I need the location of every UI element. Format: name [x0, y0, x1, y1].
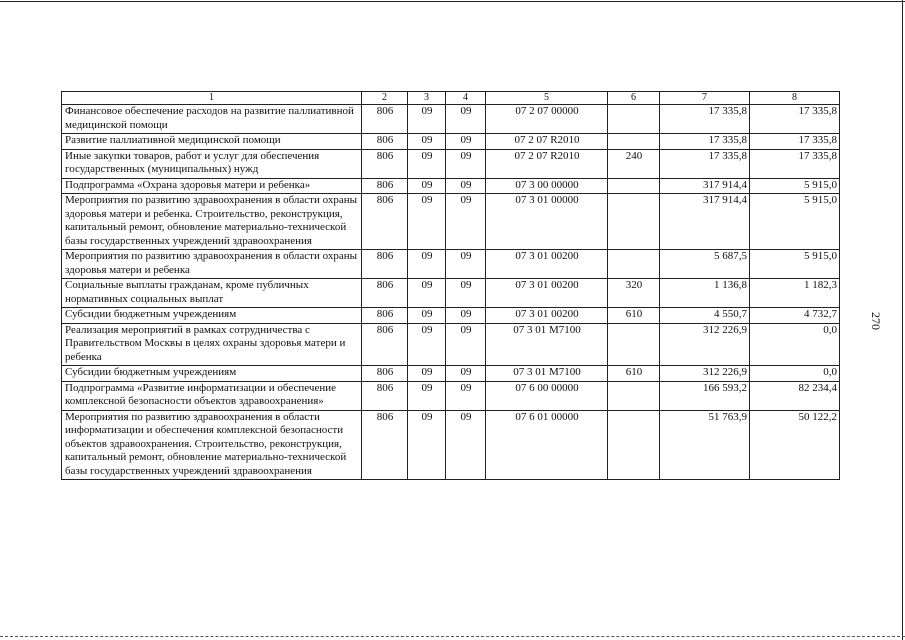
row-ministry-code: 806	[362, 410, 408, 480]
row-ministry-code: 806	[362, 178, 408, 194]
row-subsection: 09	[446, 105, 486, 134]
row-expense-type	[608, 105, 660, 134]
page-border-top	[0, 1, 905, 2]
row-ministry-code: 806	[362, 250, 408, 279]
table-row	[62, 323, 840, 366]
row-amount-8: 0,0	[750, 366, 840, 382]
row-ministry-code: 806	[362, 194, 408, 250]
row-section: 09	[408, 178, 446, 194]
row-amount-8: 5 915,0	[750, 178, 840, 194]
row-expense-type	[608, 134, 660, 150]
row-section: 09	[408, 308, 446, 324]
row-amount-7: 51 763,9	[660, 410, 750, 480]
row-name: Иные закупки товаров, работ и услуг для обеспечения государственных (муниципальных) нужд	[62, 149, 362, 178]
table-row	[62, 366, 840, 382]
row-expense-type	[608, 250, 660, 279]
row-target-code: 07 3 01 00200	[486, 250, 608, 279]
row-expense-type	[608, 178, 660, 194]
row-name: Мероприятия по развитию здравоохранения в области охраны здоровья матери и ребенка. Строительство, реконструкция, капитальный ремонт, обновление материально-технической базы государственных учреждений здравоохранения	[62, 194, 362, 250]
row-target-code: 07 3 01 00200	[486, 308, 608, 324]
row-target-code: 07 3 01 00000	[486, 194, 608, 250]
header-row	[62, 92, 840, 105]
row-name: Социальные выплаты гражданам, кроме публичных нормативных социальных выплат	[62, 279, 362, 308]
table-row	[62, 250, 840, 279]
row-subsection: 09	[446, 381, 486, 410]
row-amount-8: 4 732,7	[750, 308, 840, 324]
row-amount-8: 0,0	[750, 323, 840, 366]
row-target-code: 07 6 01 00000	[486, 410, 608, 480]
header-col-6: 6	[608, 92, 660, 105]
table-row	[62, 194, 840, 250]
row-section: 09	[408, 134, 446, 150]
row-target-code: 07 6 00 00000	[486, 381, 608, 410]
row-subsection: 09	[446, 308, 486, 324]
budget-table	[61, 91, 840, 480]
row-expense-type: 610	[608, 366, 660, 382]
header-col-3: 3	[408, 92, 446, 105]
row-expense-type: 610	[608, 308, 660, 324]
row-amount-7: 317 914,4	[660, 194, 750, 250]
row-section: 09	[408, 279, 446, 308]
row-subsection: 09	[446, 410, 486, 480]
header-col-1: 1	[62, 92, 362, 105]
row-amount-8: 17 335,8	[750, 149, 840, 178]
row-subsection: 09	[446, 194, 486, 250]
row-section: 09	[408, 381, 446, 410]
row-expense-type: 240	[608, 149, 660, 178]
page-border-right	[902, 0, 903, 640]
page-border-bottom	[0, 636, 905, 637]
row-section: 09	[408, 410, 446, 480]
row-subsection: 09	[446, 279, 486, 308]
row-name: Субсидии бюджетным учреждениям	[62, 308, 362, 324]
table-row	[62, 105, 840, 134]
row-amount-7: 17 335,8	[660, 105, 750, 134]
row-subsection: 09	[446, 250, 486, 279]
row-name: Развитие паллиативной медицинской помощи	[62, 134, 362, 150]
row-amount-7: 5 687,5	[660, 250, 750, 279]
row-ministry-code: 806	[362, 134, 408, 150]
row-expense-type: 320	[608, 279, 660, 308]
row-amount-8: 1 182,3	[750, 279, 840, 308]
row-subsection: 09	[446, 366, 486, 382]
table-row	[62, 381, 840, 410]
row-amount-8: 17 335,8	[750, 134, 840, 150]
row-ministry-code: 806	[362, 323, 408, 366]
row-expense-type	[608, 381, 660, 410]
row-target-code: 07 2 07 00000	[486, 105, 608, 134]
row-ministry-code: 806	[362, 308, 408, 324]
row-amount-8: 5 915,0	[750, 250, 840, 279]
row-amount-8: 17 335,8	[750, 105, 840, 134]
table-row	[62, 178, 840, 194]
row-target-code: 07 3 01 00200	[486, 279, 608, 308]
row-target-code: 07 3 01 M7100	[486, 366, 608, 382]
row-amount-7: 17 335,8	[660, 134, 750, 150]
row-name: Мероприятия по развитию здравоохранения в области информатизации и обеспечения комплексной безопасности объектов здравоохранения. Строительство, реконструкция, капитальный ремонт, обновление материально-технической базы государственных учреждений здравоохранения	[62, 410, 362, 480]
row-amount-7: 1 136,8	[660, 279, 750, 308]
header-col-4: 4	[446, 92, 486, 105]
row-section: 09	[408, 105, 446, 134]
row-section: 09	[408, 149, 446, 178]
row-target-code: 07 3 00 00000	[486, 178, 608, 194]
header-col-5: 5	[486, 92, 608, 105]
row-name: Мероприятия по развитию здравоохранения в области охраны здоровья матери и ребенка	[62, 250, 362, 279]
row-expense-type	[608, 323, 660, 366]
row-amount-7: 317 914,4	[660, 178, 750, 194]
row-ministry-code: 806	[362, 381, 408, 410]
row-ministry-code: 806	[362, 279, 408, 308]
row-amount-7: 17 335,8	[660, 149, 750, 178]
header-col-7: 7	[660, 92, 750, 105]
row-subsection: 09	[446, 149, 486, 178]
row-subsection: 09	[446, 134, 486, 150]
row-name: Финансовое обеспечение расходов на развитие паллиативной медицинской помощи	[62, 105, 362, 134]
row-ministry-code: 806	[362, 366, 408, 382]
row-target-code: 07 2 07 R2010	[486, 149, 608, 178]
row-amount-7: 312 226,9	[660, 366, 750, 382]
row-amount-8: 5 915,0	[750, 194, 840, 250]
row-target-code: 07 2 07 R2010	[486, 134, 608, 150]
row-ministry-code: 806	[362, 149, 408, 178]
row-amount-7: 312 226,9	[660, 323, 750, 366]
row-expense-type	[608, 410, 660, 480]
page-number: 270	[869, 312, 883, 330]
row-target-code: 07 3 01 M7100	[486, 323, 608, 366]
row-name: Реализация мероприятий в рамках сотрудничества с Правительством Москвы в целях охраны здоровья матери и ребенка	[62, 323, 362, 366]
row-amount-8: 82 234,4	[750, 381, 840, 410]
row-subsection: 09	[446, 323, 486, 366]
row-section: 09	[408, 323, 446, 366]
row-section: 09	[408, 250, 446, 279]
row-amount-8: 50 122,2	[750, 410, 840, 480]
table-row	[62, 134, 840, 150]
row-name: Подпрограмма «Развитие информатизации и обеспечение комплексной безопасности объектов здравоохранения»	[62, 381, 362, 410]
table-row	[62, 410, 840, 480]
row-expense-type	[608, 194, 660, 250]
table-row	[62, 149, 840, 178]
table-row	[62, 308, 840, 324]
row-section: 09	[408, 194, 446, 250]
table-row	[62, 279, 840, 308]
row-amount-7: 166 593,2	[660, 381, 750, 410]
row-section: 09	[408, 366, 446, 382]
row-ministry-code: 806	[362, 105, 408, 134]
row-name: Подпрограмма «Охрана здоровья матери и ребенка»	[62, 178, 362, 194]
row-amount-7: 4 550,7	[660, 308, 750, 324]
header-col-8: 8	[750, 92, 840, 105]
header-col-2: 2	[362, 92, 408, 105]
row-name: Субсидии бюджетным учреждениям	[62, 366, 362, 382]
row-subsection: 09	[446, 178, 486, 194]
